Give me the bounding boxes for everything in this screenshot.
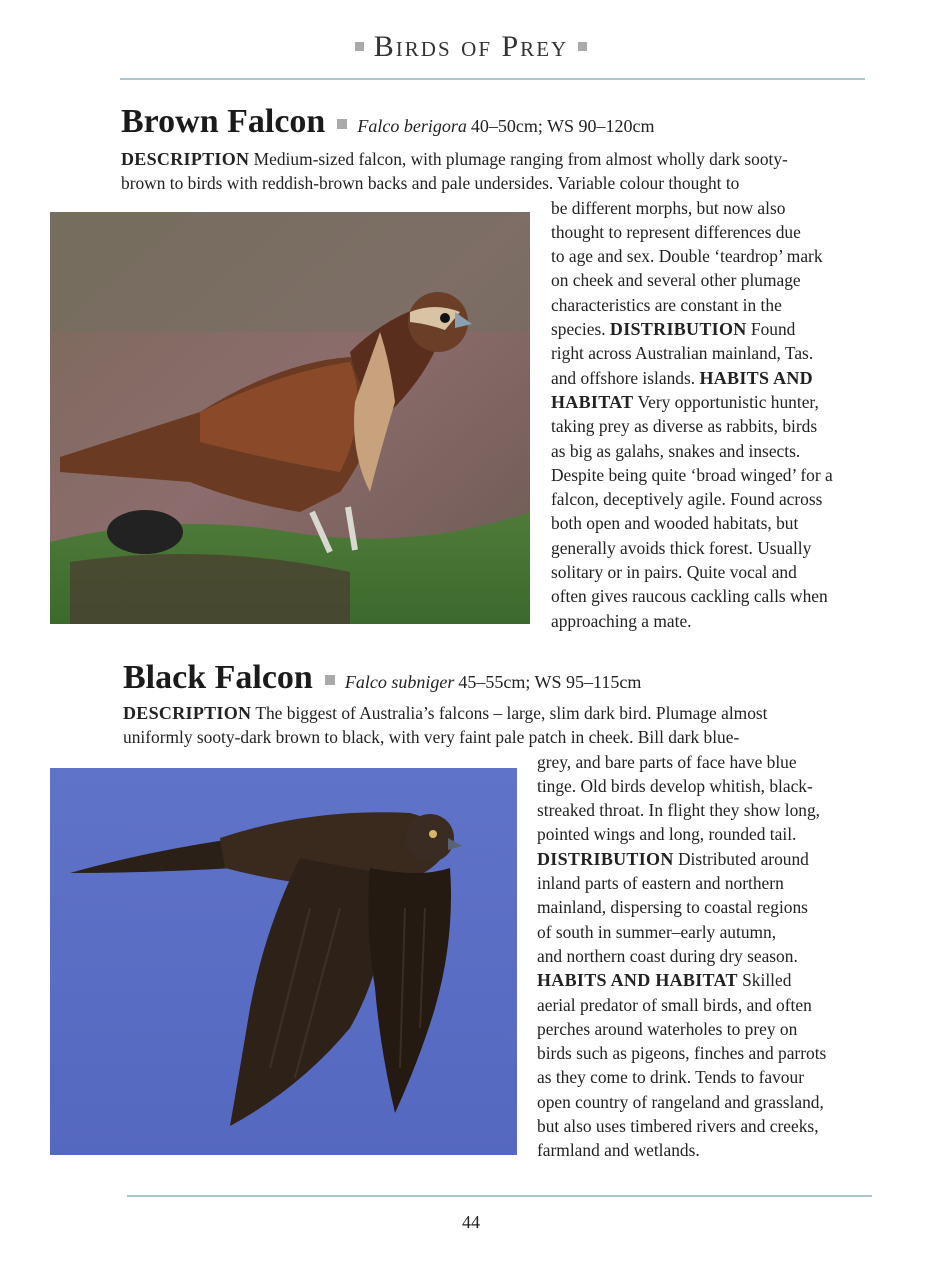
body-text: birds such as pigeons, finches and parrots (537, 1043, 827, 1064)
black-falcon-photo (50, 768, 517, 1155)
body-text: Very opportunistic hunter, (633, 391, 819, 412)
square-bullet-icon (337, 119, 347, 129)
body-text: taking prey as diverse as rabbits, birds (551, 416, 818, 437)
section-header (0, 30, 942, 64)
measurements: 45–55cm; WS 95–115cm (458, 672, 642, 692)
body-text: falcon, deceptively agile. Found across (551, 489, 823, 510)
square-bullet-icon (325, 675, 335, 685)
body-text: brown to birds with reddish-brown backs and pale undersides. Variable colour thought to (121, 173, 740, 194)
body-text: of south in summer–early autumn, (537, 921, 777, 942)
body-text: to age and sex. Double ‘teardrop’ mark (551, 246, 823, 267)
latin-name: Falco subniger (344, 672, 455, 692)
body-text: aerial predator of small birds, and often (537, 994, 812, 1015)
body-text: Skilled (737, 970, 792, 991)
body-text: tinge. Old birds develop whitish, black- (537, 775, 813, 796)
body-text: inland parts of eastern and northern (537, 873, 784, 894)
body-text: Medium-sized falcon, with plumage ranging from almost wholly dark sooty- (249, 149, 788, 169)
body-text: both open and wooded habitats, but (551, 513, 799, 534)
body-text: solitary or in pairs. Quite vocal and (551, 562, 797, 583)
brown-falcon-photo (50, 212, 530, 624)
header-divider (120, 78, 865, 80)
body-text: and northern coast during dry season. (537, 945, 798, 966)
square-bullet-icon (355, 42, 364, 51)
body-text: Despite being quite ‘broad winged’ for a (551, 464, 833, 485)
section-title: Birds of Prey (373, 30, 569, 63)
text-line (121, 171, 833, 195)
body-text: be different morphs, but now also (551, 197, 786, 218)
section-label: HABITAT (551, 391, 634, 412)
page-number: 44 (462, 1212, 480, 1232)
body-text: mainland, dispersing to coastal regions (537, 897, 808, 918)
section-label: HABITS AND (699, 367, 813, 388)
body-text: thought to represent differences due (551, 221, 801, 242)
footer-divider (127, 1195, 872, 1197)
section-label: DISTRIBUTION (537, 848, 674, 869)
body-text: open country of rangeland and grassland, (537, 1091, 824, 1112)
section-label: DESCRIPTION (123, 703, 252, 723)
body-text: pointed wings and long, rounded tail. (537, 824, 797, 845)
body-text: characteristics are constant in the (551, 294, 782, 315)
body-text: species. (551, 319, 610, 340)
body-text: Distributed around (673, 848, 809, 869)
species-heading (121, 103, 655, 141)
section-label: DESCRIPTION (121, 149, 250, 169)
body-text: generally avoids thick forest. Usually (551, 537, 812, 558)
latin-name: Falco berigora (357, 116, 467, 136)
body-text: uniformly sooty-dark brown to black, with very faint pale patch in cheek. Bill dark blue- (123, 727, 740, 748)
square-bullet-icon (578, 42, 587, 51)
body-text: Found (746, 319, 796, 340)
body-text: The biggest of Australia’s falcons – large, slim dark bird. Plumage almost (251, 703, 768, 723)
body-text: approaching a mate. (551, 610, 692, 631)
species-heading (123, 659, 641, 697)
body-text: as big as galahs, snakes and insects. (551, 440, 801, 461)
section-label: HABITS AND HABITAT (537, 970, 738, 991)
body-text: and offshore islands. (551, 367, 700, 388)
text-line (123, 725, 826, 749)
body-text: as they come to drink. Tends to favour (537, 1067, 804, 1088)
body-text: perches around waterholes to prey on (537, 1018, 798, 1039)
body-text: farmland and wetlands. (537, 1140, 700, 1161)
body-text: on cheek and several other plumage (551, 270, 801, 291)
body-text: often gives raucous cackling calls when (551, 586, 828, 607)
body-text: but also uses timbered rivers and creeks, (537, 1116, 819, 1137)
species-name: Black Falcon (123, 659, 313, 696)
body-text: grey, and bare parts of face have blue (537, 751, 797, 772)
species-name: Brown Falcon (121, 103, 326, 140)
measurements: 40–50cm; WS 90–120cm (470, 116, 655, 136)
section-label: DISTRIBUTION (609, 319, 747, 340)
text-line (121, 147, 833, 171)
text-line (123, 701, 826, 725)
body-text: right across Australian mainland, Tas. (551, 343, 814, 364)
body-text: streaked throat. In flight they show long, (537, 800, 821, 821)
